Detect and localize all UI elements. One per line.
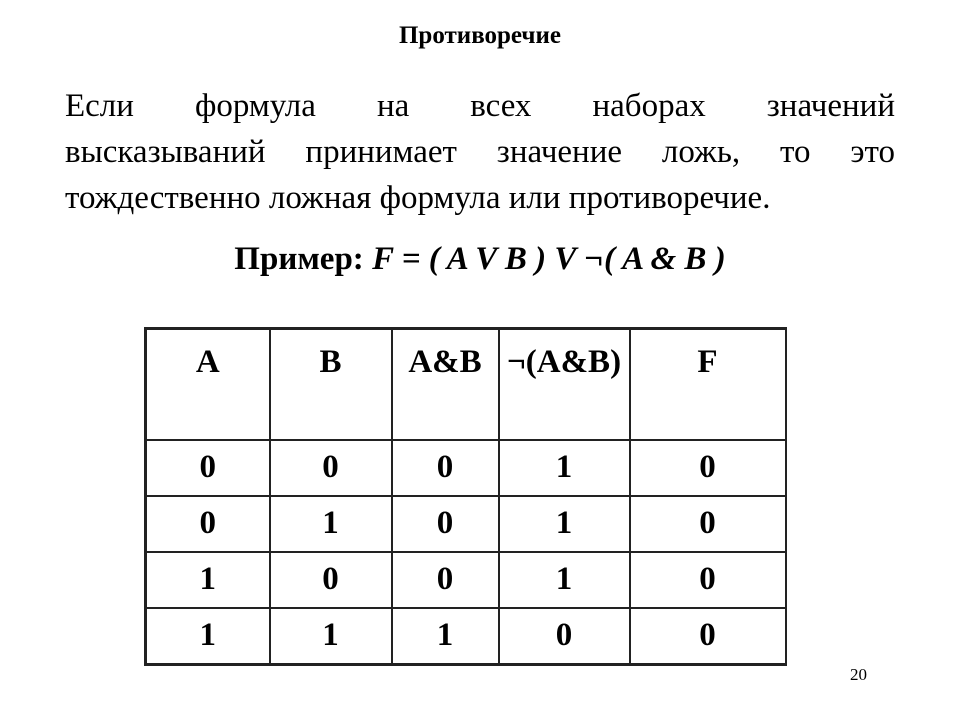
table-cell: 0: [146, 496, 270, 552]
table-cell: 1: [499, 496, 630, 552]
table-cell: 0: [392, 440, 499, 496]
table-cell: 0: [630, 440, 786, 496]
header-cell: B: [270, 329, 392, 440]
table-cell: 1: [270, 496, 392, 552]
table-cell: 0: [630, 608, 786, 665]
table-cell: 0: [392, 496, 499, 552]
paragraph-line: высказываний принимает значение ложь, то это: [65, 134, 895, 170]
example-label: Пример:: [234, 241, 364, 277]
table-cell: 0: [630, 552, 786, 608]
header-cell: ¬(A&B): [499, 329, 630, 440]
table-cell: 0: [270, 440, 392, 496]
truth-table: [144, 327, 787, 666]
header-cell: A: [146, 329, 270, 440]
table-cell: 0: [270, 552, 392, 608]
table-row: [146, 440, 786, 496]
table-cell: 1: [499, 552, 630, 608]
table-row: [146, 496, 786, 552]
paragraph-line: Если формула на всех наборах значений: [65, 88, 895, 124]
table-cell: 1: [499, 440, 630, 496]
table-header-row: [146, 329, 786, 440]
slide-title: Противоречие: [398, 22, 561, 49]
table-cell: 1: [270, 608, 392, 665]
definition-paragraph: [65, 83, 895, 221]
paragraph-line: тождественно ложная формула или противоречие.: [65, 180, 771, 216]
table-cell: 0: [146, 440, 270, 496]
table-cell: 1: [146, 608, 270, 665]
table-cell: 0: [630, 496, 786, 552]
table-cell: 0: [499, 608, 630, 665]
page-number: 20: [850, 665, 867, 684]
header-cell: F: [630, 329, 786, 440]
table-row: [146, 552, 786, 608]
table-cell: 1: [146, 552, 270, 608]
table-row: [146, 608, 786, 665]
example-line: [0, 241, 960, 278]
header-cell: A&B: [392, 329, 499, 440]
table-cell: 0: [392, 552, 499, 608]
example-formula: F = ( A V B ) V ¬( A & B ): [372, 241, 726, 277]
table-cell: 1: [392, 608, 499, 665]
